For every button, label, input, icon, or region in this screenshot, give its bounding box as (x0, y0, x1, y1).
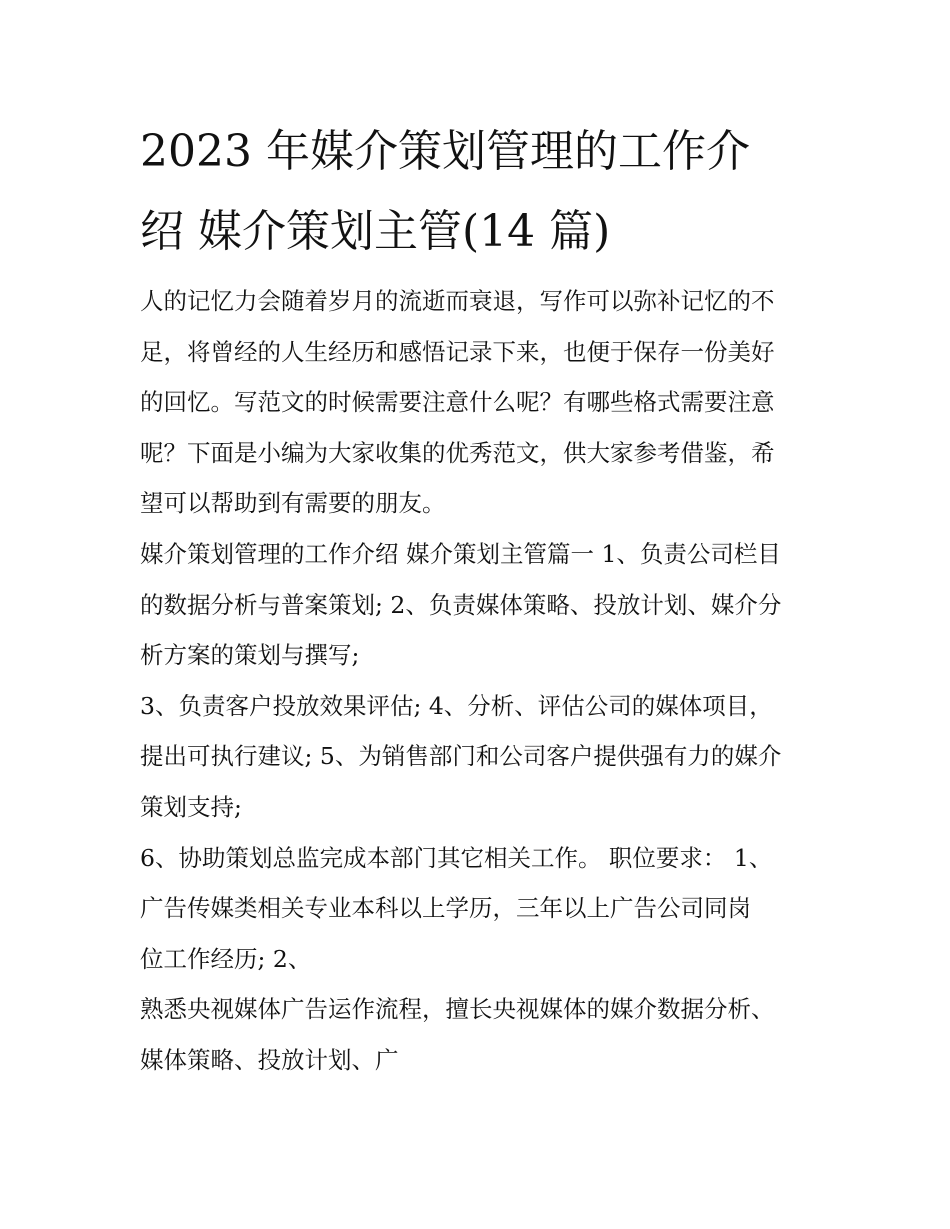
body-line-4: 呢？下面是小编为大家收集的优秀范文，供大家参考借鉴，希 (140, 438, 775, 467)
body-line-12: 6、协助策划总监完成本部门其它相关工作。 职位要求： 1、 (140, 843, 773, 872)
body-line-16: 媒体策略、投放计划、广 (140, 1045, 399, 1074)
body-line-14: 位工作经历; 2、 (140, 944, 312, 973)
title-line-2: 绍 媒介策划主管(14 篇) (140, 206, 611, 257)
body-line-7: 的数据分析与普案策划; 2、负责媒体策略、投放计划、媒介分 (140, 590, 782, 619)
body-line-11: 策划支持; (140, 792, 242, 821)
document-body (140, 276, 820, 1086)
body-line-2: 足，将曾经的人生经历和感悟记录下来，也便于保存一份美好 (140, 337, 775, 366)
body-line-6: 媒介策划管理的工作介绍 媒介策划主管篇一 1、负责公司栏目 (140, 539, 781, 568)
body-line-5: 望可以帮助到有需要的朋友。 (140, 489, 446, 518)
body-line-15: 熟悉央视媒体广告运作流程，擅长央视媒体的媒介数据分析、 (140, 995, 775, 1024)
document-title (140, 112, 820, 272)
body-line-9: 3、负责客户投放效果评估; 4、分析、评估公司的媒体项目， (140, 691, 773, 720)
body-line-8: 析方案的策划与撰写; (140, 641, 360, 670)
title-line-1: 2023 年媒介策划管理的工作介 (140, 126, 750, 177)
body-line-1: 人的记忆力会随着岁月的流逝而衰退，写作可以弥补记忆的不 (140, 287, 775, 315)
body-line-10: 提出可执行建议; 5、为销售部门和公司客户提供强有力的媒介 (140, 742, 782, 771)
body-line-3: 的回忆。写范文的时候需要注意什么呢？有哪些格式需要注意 (140, 388, 775, 417)
body-line-13: 广告传媒类相关专业本科以上学历，三年以上广告公司同岗 (140, 894, 751, 923)
